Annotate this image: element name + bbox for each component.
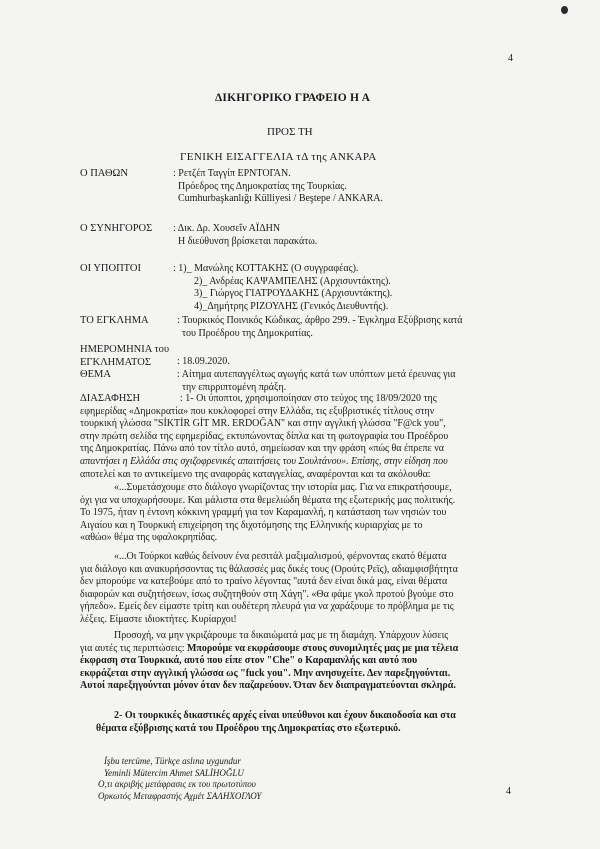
text-line: της Δημοκρατίας. Πάνω από τον τίτλο αυτό, σημείωσαν και την φράση «πώς θα έπρεπε να: [80, 443, 444, 455]
bold-segment: Μπορούμε να εκφράσουμε στους συνομιλητές μας με μια τέλεια: [186, 642, 459, 654]
subject-label: ΘΕΜΑ: [80, 369, 111, 380]
page-number-top: 4: [508, 53, 513, 64]
text-line: τουρκική γλώσσα "SİKTİR GİT MR. ERDOĞAN" και στην αγγλική γλώσσα "F@ck you",: [80, 418, 446, 430]
lawyer-value: [173, 223, 317, 248]
text-line: όχι για να υποχωρήσουμε. Και μάλιστα στα θεμελιώδη θέματα της εξωτερικής μας πολιτικής.: [80, 494, 456, 506]
crime-line: του Προέδρου της Δημοκρατίας.: [182, 327, 313, 339]
suspect-line: 2)_ Ανδρέας ΚΑΨΑΜΠΕΛΗΣ (Αρχισυντάκτης).: [194, 275, 391, 287]
victim-label: Ο ΠΑΘΩΝ: [80, 168, 128, 179]
paragraph-5: [96, 710, 522, 735]
text-line: Το 1975, ήταν η έντονη κόκκινη γραμμή για τον Καραμανλή, η κατάσταση των νησιών του: [80, 507, 447, 519]
crime-value: [177, 315, 463, 340]
text-line: απαντήσει η Ελλάδα στις σχιζοφρενικές απαιτήσεις του Σουλτάνου». Επίσης, στην είδηση που: [80, 455, 448, 467]
date-label-line: ΗΜΕΡΟΜΗΝΙΑ του: [80, 344, 170, 355]
suspect-line: 4)_Δημήτρης ΡΙΖΟΥΛΗΣ (Γενικός Διευθυντής).: [194, 300, 389, 312]
lawyer-line: : Δικ. Δρ. Χουσεΐν ΑΪΔΗΝ: [173, 223, 281, 234]
text-line: Προσοχή, να μην γκριζάρουμε τα δικαιώματά μας με τη διαμάχη. Υπάρχουν λύσεις: [114, 630, 449, 641]
text-line: αποτελεί και το αντικείμενο της αναφοράς καταγγελίας, αναφέρονται και τα ακόλουθα:: [80, 468, 431, 480]
corner-mark: [561, 6, 568, 14]
suspects-value: [173, 263, 392, 313]
paragraph-4: [80, 630, 518, 693]
paragraph-1: [80, 393, 518, 481]
suspects-label: ΟΙ ΥΠΟΠΤΟΙ: [80, 263, 141, 274]
bold-line: Αυτοί παρεξηγούνται μόνον όταν δεν παζαρεύουν. Όταν δεν διαπραγματεύονται σκληρά.: [80, 680, 456, 692]
bold-line: θέματα εξύβρισης κατά του Προέδρου της Δημοκρατίας στο εξωτερικό.: [96, 722, 401, 734]
text-line: [80, 643, 518, 656]
subject-line: : Αίτημα αυτεπαγγέλτως αγωγής κατά των υπόπτων μετά έρευνας για: [177, 369, 456, 380]
paragraph-2: [80, 482, 518, 545]
bold-line: εκφράζεται στην αγγλική γλώσσα ως "fuck you". Μην ανησυχείτε. Δεν παρεξηγούνται.: [80, 667, 451, 679]
addressee-to: ΠΡΟΣ ΤΗ: [267, 126, 313, 138]
crime-label: ΤΟ ΕΓΚΛΗΜΑ: [80, 315, 149, 326]
page-number-bottom: 4: [506, 786, 511, 797]
text-line: διαφορών και συζητήσεων, ίσως συζητηθούν στη Χάγη". «Θα φάμε γκολ προτού βγούμε στο: [80, 588, 454, 600]
crime-line: : Τουρκικός Ποινικός Κώδικας, άρθρο 299. - Έγκλημα Εξύβρισης κατά: [177, 315, 463, 326]
stamp-line: İşbu tercüme, Türkçe aslına uygundur: [104, 756, 241, 766]
bold-line: 2- Οι τουρκικές δικαστικές αρχές είναι υπεύθυνοι και έχουν δικαιοδοσία και στα: [114, 710, 456, 721]
text-segment: για αυτές τις περιπτώσεις:: [80, 642, 185, 654]
office-title: ΔΙΚΗΓΟΡΙΚΟ ΓΡΑΦΕΙΟ Η Α: [215, 92, 371, 104]
suspect-line: : 1)_ Μανώλης ΚΟΤΤΑΚΗΣ (Ο συγγραφέας).: [173, 263, 359, 274]
text-line: λέξεις. Είμαστε ιδιοκτήτες. Κυρίαρχοι!: [80, 613, 237, 625]
date-label: [80, 343, 169, 369]
lawyer-label: Ο ΣΥΝΗΓΟΡΟΣ: [80, 223, 153, 234]
text-line: «αθώο» θέμα της υφαλοκρηπίδας.: [80, 532, 218, 544]
suspect-line: 3)_ Γιώργος ΓΙΑΤΡΟΥΔΑΚΗΣ (Αρχισυντάκτης).: [194, 288, 393, 299]
text-line: «...Οι Τούρκοι καθώς δείνουν ένα ρεσιτάλ μαξιμαλισμού, φέρνοντας εκατό θέματα: [114, 551, 447, 562]
text-line: για διάλογο και ανακυρήσσοντας τις θάλασσές μας δικές τους (Ορούτς Ρεϊς), αδιαμφισβήτητα: [80, 563, 458, 575]
victim-line: Cumhurbaşkanlığı Külliyesi / Beştepe / ANKARA.: [178, 193, 383, 204]
explanation-label: ΔΙΑΣΑΦΗΣΗ: [80, 393, 141, 404]
victim-value: [173, 168, 383, 206]
victim-line: : Ρετζέπ Ταγγίπ ΕΡΝΤΟΓΑΝ.: [173, 168, 291, 179]
subject-line: την επιρριπτομένη πράξη.: [182, 381, 287, 393]
victim-line: Πρόεδρος της Δημοκρατίας της Τουρκίας.: [178, 180, 347, 192]
stamp-line: Ορκωτός Μεταφραστής Αχμέτ ΣΑΛΗΧΟΓΛΟΥ: [98, 790, 262, 801]
lawyer-line: Η διεύθυνση βρίσκεται παρακάτω.: [178, 235, 318, 247]
translator-stamp: [98, 756, 262, 802]
text-line: γήπεδο». Εμείς δεν είμαστε τρίτη και ουδέτερη πλευρά για να χαράξουμε το πρόβλημα με τις: [80, 601, 454, 613]
text-line: δεν μπορούμε να κατεβούμε από το τραίνο λέγοντας "αυτά δεν είναι δικά μας, είναι θέματα: [80, 576, 448, 588]
text-line: : 1- Οι ύποπτοι, χρησιμοποίησαν στο τεύχος της 18/09/2020 της: [180, 393, 437, 404]
text-line: εφημερίδας «Δημοκρατία» που κυκλοφορεί στην Ελλάδα, τις εξυβριστικές τίτλους στην: [80, 405, 435, 417]
text-line: Αιγαίου και η Τουρκική επιχείρηση της διχοτόμησης της Ελληνικής κυριαρχίας με το: [80, 519, 423, 531]
stamp-line: Yeminli Mütercim Ahmet SALİHOĞLU: [104, 767, 244, 778]
bold-line: έκφραση στα Τουρκικά, αυτό που είπε στον "Che" ο Καραμανλής και αυτό που: [80, 655, 418, 667]
date-label-line: ΕΓΚΛΗΜΑΤΟΣ: [80, 357, 151, 368]
text-line: στην πρώτη σελίδα της εφημερίδας, εκτυπώνοντας δίπλα και τη φωτογραφία του Προέδρου: [80, 430, 449, 442]
paragraph-3: [80, 551, 518, 627]
stamp-line: Ο,τι ακριβής μετάφρασις εκ του πρωτοτύπου: [98, 779, 256, 789]
text-line: «...Συμετάσχουμε στο διάλογο γνωρίζοντας την ιστορία μας. Για να επικρατήσουμε,: [114, 482, 452, 493]
subject-value: [177, 369, 455, 394]
addressee-name: ΓΕΝΙΚΗ ΕΙΣΑΓΓΕΛΙΑ τΔ της ΑΝΚΑΡΑ: [180, 151, 377, 163]
date-value: : 18.09.2020.: [177, 356, 230, 367]
